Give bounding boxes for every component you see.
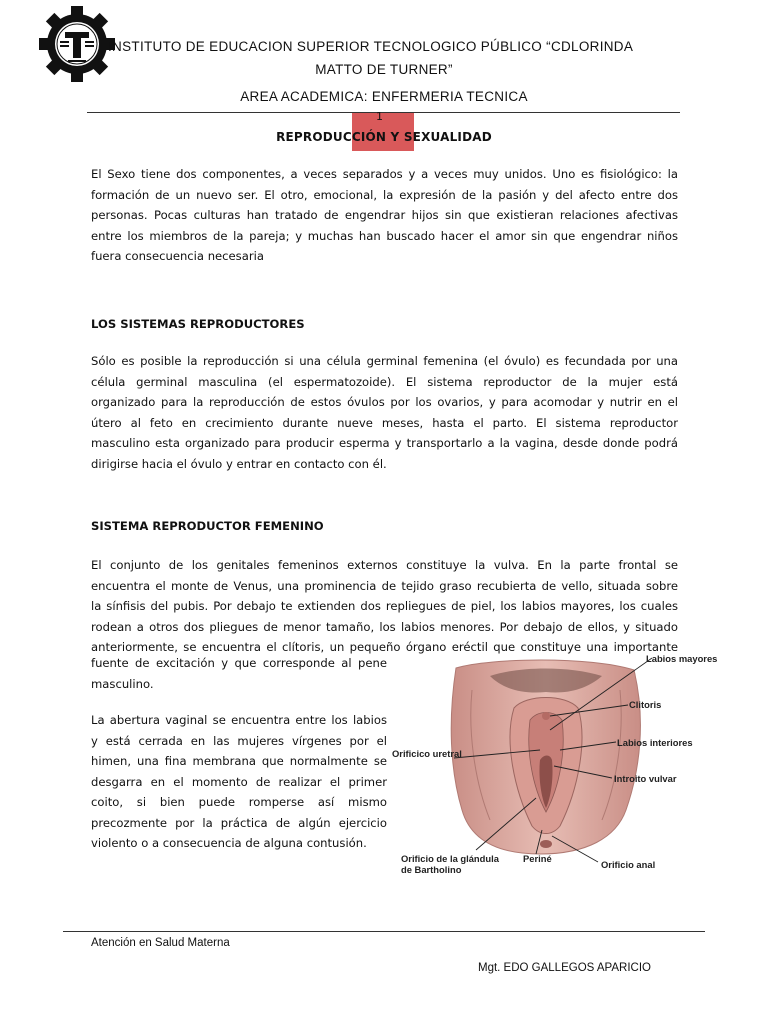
section2-line: violento o a consecuencia de alguna contusión. [91,836,367,850]
header-institute-line1: INSTITUTO DE EDUCACION SUPERIOR TECNOLOGICO PÚBLICO “CDLORINDA [108,39,634,54]
intro-line: fuera consecuencia necesaria [91,249,264,263]
intro-line: personas. Pocas culturas han tratado de engendrar hijos sin que existieran relaciones afectivas [91,208,678,222]
footer-rule [63,931,705,932]
label-perine: Periné [523,853,552,864]
section1-line: dirigirse hacia el óvulo y entrar en contacto con él. [91,456,387,471]
section2-line: la sínfisis del pubis. Por debajo te extienden dos repliegues de piel, los labios mayores, los cuales [91,599,678,613]
section1-paragraph [91,351,678,474]
footer-course: Atención en Salud Materna [91,937,230,949]
header-area: AREA ACADEMICA: ENFERMERIA TECNICA [240,89,528,104]
page-number: 1 [376,110,383,123]
section2-line: coito, si bien puede romperse así mismo [91,795,387,809]
label-labios-interiores: Labios interiores [617,737,693,748]
label-orificio-glandula [401,853,499,875]
section1-line: célula germinal masculina (el espermatozoide). El sistema reproductor de la mujer está [91,374,678,389]
section2-line: La abertura vaginal se encuentra entre los labios [91,713,387,727]
intro-paragraph [91,164,678,267]
intro-line: entre los miembros de la pareja; y muchas han buscado hacer el amor sin que engendrar niños [91,228,678,243]
label-labios-mayores: Labios mayores [646,653,718,664]
section2-line: himen, una fina membrana que normalmente se [91,754,387,768]
section2-line: anteriormente, se encuentra el clítoris, un pequeño órgano eréctil que constituye una importante [91,640,678,654]
label-orificio-glandula-line1: Orificio de la glándula [401,853,499,864]
header-institute-line2: MATTO DE TURNER” [315,62,453,77]
label-orificio-uretral: Orificico uretral [392,748,462,759]
section2-narrow-paragraph-b [91,710,387,854]
section2-line: precozmente por la práctica de algún ejercicio [91,815,387,830]
section2-paragraph [91,555,678,658]
section1-line: útero al feto en crecimiento durante nueve meses, hasta el parto. El sistema reproductor [91,415,678,430]
section1-line: organizado para la reproducción de estos óvulos por los ovarios, y para acomodar y nutrir en el [91,395,678,409]
section1-line: masculino esta organizado para producir esperma y transportarlo a la vagina, desde donde podrá [91,436,678,450]
footer-author: Mgt. EDO GALLEGOS APARICIO [478,962,651,974]
section2-line: desgarra en el momento de realizar el primer [91,774,387,789]
label-orificio-anal: Orificio anal [601,859,656,870]
section1-line: Sólo es posible la reproducción si una célula germinal femenina (el óvulo) es fecundada por una [91,354,678,368]
section-heading-female-system: SISTEMA REPRODUCTOR FEMENINO [91,519,324,533]
label-clitoris: Clitoris [629,699,662,710]
section2-line: rodean a otros dos pliegues de menor tamaño, los labios menores. Por debajo de ellos, y situado [91,619,678,634]
document-title: REPRODUCCIÓN Y SEXUALIDAD [276,130,492,144]
label-orificio-glandula-line2: de Bartholino [401,864,462,875]
section2-line: fuente de excitación y que corresponde al pene [91,656,387,670]
section2-line: y está cerrada en las mujeres vírgenes por el [91,733,387,748]
intro-line: El Sexo tiene dos componentes, a veces separados y a veces muy unidos. Uno es fisiológico: la [91,167,678,181]
section-heading-reproductive-systems: LOS SISTEMAS REPRODUCTORES [91,317,305,331]
section2-narrow-paragraph-a [91,653,387,694]
vulva-anatomy-figure [390,650,710,882]
intro-line: formación de un nuevo ser. El otro, emocional, la expresión de la pasión y del afecto entre dos [91,187,678,202]
section2-line: encuentra el monte de Venus, una prominencia de tejido graso recubierta de vello, situada sobre [91,578,678,593]
vulva-illustration [390,650,710,882]
label-introito-vulvar: Introito vulvar [614,773,677,784]
section2-line: masculino. [91,676,154,691]
section2-line: El conjunto de los genitales femeninos externos constituye la vulva. En la parte frontal se [91,558,678,572]
